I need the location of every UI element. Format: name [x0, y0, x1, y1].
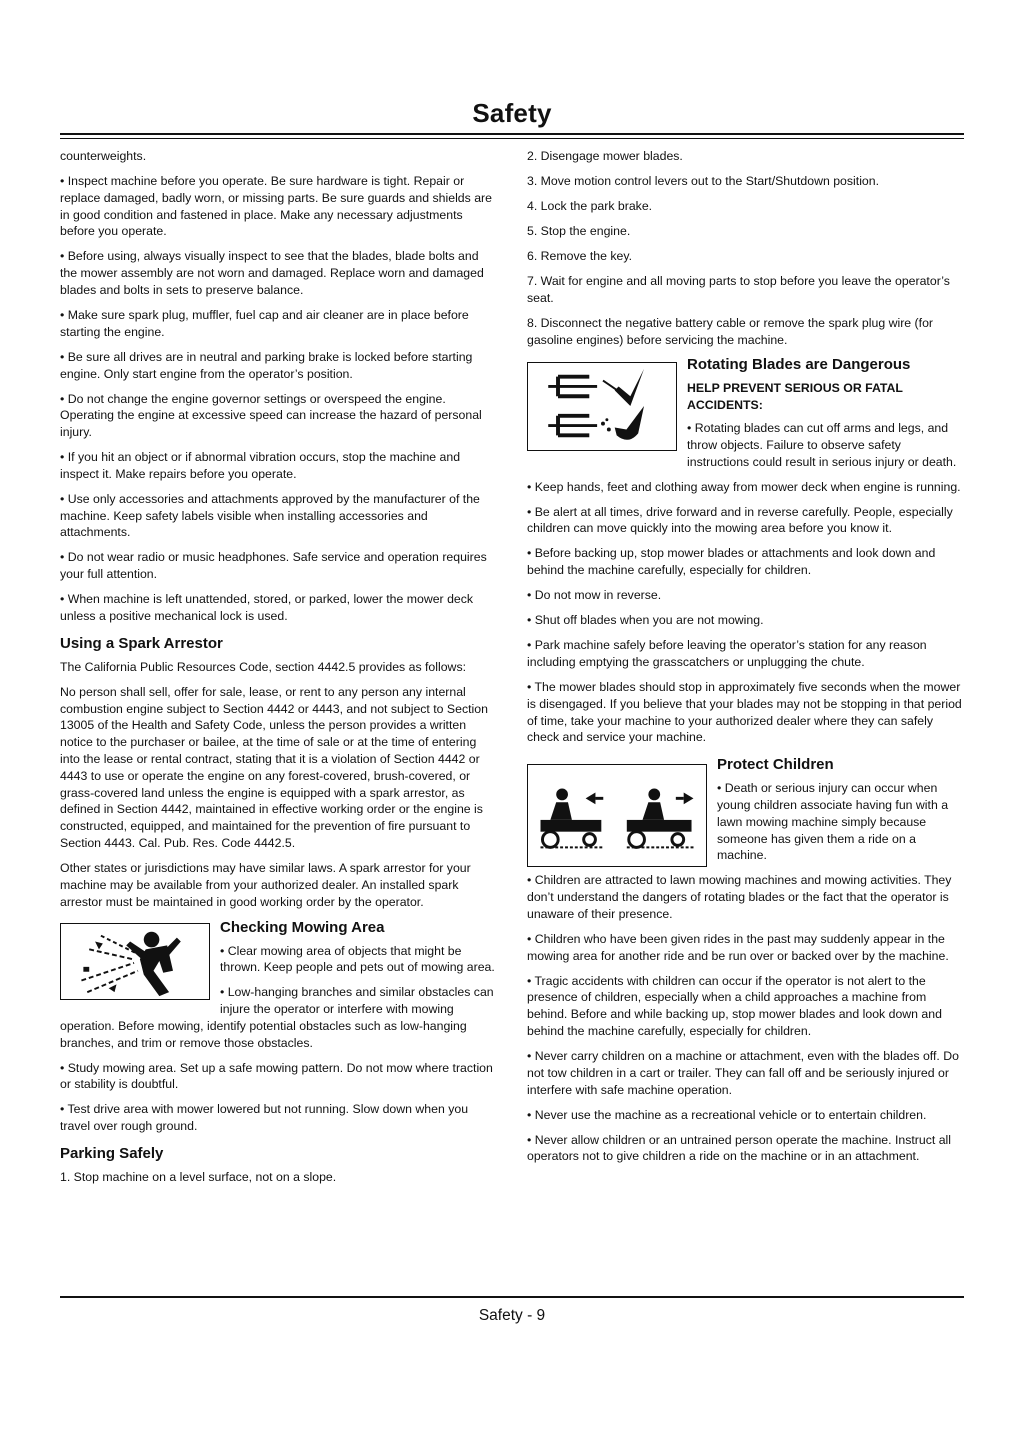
list-item: 3. Move motion control levers out to the Start/Shutdown position. — [527, 173, 880, 188]
paragraph: • Tragic accidents with children can occur if the operator is not alert to the presence of children, especially when a child approaches a machine from behind. Before and while backing up, stop mower blades and look down and behind the machine carefully, especially for children. — [527, 973, 942, 1039]
paragraph: • Do not change the engine governor settings or overspeed the engine. Operating the engine at excessive speed can increase the hazard of personal injury. — [60, 391, 482, 440]
thrown-objects-warning-icon — [60, 923, 210, 1000]
paragraph: • Death or serious injury can occur when young children associate having fun with a lawn mowing machine simply because someone has given them a ride on a machine. — [717, 781, 949, 863]
paragraph: No person shall sell, offer for sale, lease, or rent to any person any internal combustion engine subject to Section 4442 or 4443, and not subject to Section 13005 of the Health and Safety Code, unless the person provides a written notice to the purchaser or bailee, at the time of sale or at the time of entering into the lease or rental contract, stating that it is a violation of Section 4442 or 4443 to use or operate the engine on any forest-covered, brush-covered, or grass-covered land unless the engine is equipped with a spark arrestor, as defined in Section 4442, maintained in effective working order or the engine is constructed, equipped, and maintained for the prevention of fire pursuant to Section 4443. Cal. Pub. Res. Code 4442.5. — [60, 684, 488, 850]
paragraph: • Inspect machine before you operate. Be sure hardware is tight. Repair or replace damaged, badly worn, or missing parts. Be sure guards and shields are in good condition and fastened in place. Make any necessary adjustments before you operate. — [60, 173, 492, 239]
list-item: 1. Stop machine on a level surface, not on a slope. — [60, 1170, 337, 1185]
page-title: Safety — [472, 98, 552, 128]
paragraph: • Low-hanging branches and similar obstacles can injure the operator or interfere with mowing operation. Before mowing, identify potential obstacles such as low-hanging branches, and trim or remove those obstacles. — [60, 985, 494, 1050]
paragraph: Other states or jurisdictions may have similar laws. A spark arrestor for your machine may be available from your authorized dealer. An installed spark arrestor must be maintained in good working order by the operator. — [60, 860, 471, 909]
paragraph: • Use only accessories and attachments approved by the manufacturer of the machine. Keep safety labels visible when installing accessories and attachments. — [60, 491, 480, 540]
paragraph: • When machine is left unattended, stored, or parked, lower the mower deck unless a positive mechanical lock is used. — [60, 592, 474, 624]
paragraph: • The mower blades should stop in approximately five seconds when the mower is disengaged. If you believe that your blades may not be stopping in that period of time, take your machine to your authorized dealer where they can safely check and service your machine. — [527, 679, 962, 745]
section-heading-parking-safely: Parking Safely — [60, 1145, 164, 1163]
paragraph: • Children are attracted to lawn mowing machines and mowing activities. They don’t understand the dangers of rotating blades or the fact that the operator is unaware of their presence. — [527, 873, 952, 921]
paragraph: • If you hit an object or if abnormal vibration occurs, stop the machine and inspect it. Make repairs before you operate. — [60, 450, 461, 481]
header-rule — [60, 133, 964, 135]
list-item: 6. Remove the key. — [527, 248, 633, 263]
left-column — [60, 148, 496, 1194]
paragraph: • Children who have been given rides in the past may suddenly appear in the mowing area for another ride and be run over or backed over by the machine. — [527, 931, 949, 963]
list-item: 7. Wait for engine and all moving parts to stop before you leave the operator’s seat. — [527, 273, 950, 305]
paragraph: • Rotating blades can cut off arms and legs, and throw objects. Failure to observe safety instructions could result in serious injury or death. — [687, 421, 957, 469]
warning-callout: HELP PREVENT SERIOUS OR FATAL ACCIDENTS: — [687, 381, 903, 413]
children-safety-warning-icon — [527, 764, 707, 867]
paragraph: • Before backing up, stop mower blades or attachments and look down and behind the machine carefully, especially for children. — [527, 546, 936, 578]
paragraph: • Never carry children on a machine or attachment, even with the blades off. Do not tow children in a cart or trailer. They can fall off and be seriously injured or interfere with safe machine operation. — [527, 1049, 959, 1097]
paragraph: The California Public Resources Code, section 4442.5 provides as follows: — [60, 659, 467, 674]
section-heading-rotating-blades: Rotating Blades are Dangerous — [687, 356, 911, 374]
paragraph: • Park machine safely before leaving the operator’s station for any reason including emptying the grasscatchers or unplugging the chute. — [527, 638, 927, 669]
paragraph: • Before using, always visually inspect to see that the blades, blade bolts and the mower assembly are not worn and damaged. Replace worn and damaged blades and bolts in sets to preserve balance. — [60, 249, 484, 297]
paragraph: • Make sure spark plug, muffler, fuel cap and air cleaner are in place before starting the engine. — [60, 307, 469, 339]
list-item: 8. Disconnect the negative battery cable or remove the spark plug wire (for gasoline engines) before servicing the machine. — [527, 315, 934, 347]
list-item: 2. Disengage mower blades. — [527, 149, 683, 163]
right-column — [527, 148, 964, 1173]
paragraph: • Shut off blades when you are not mowing. — [527, 613, 764, 628]
paragraph: • Never allow children or an untrained person operate the machine. Instruct all operators not to give children a ride on the machine or in an attachment. — [527, 1132, 951, 1164]
section-heading-checking-mowing-area: Checking Mowing Area — [220, 918, 385, 936]
paragraph: • Be sure all drives are in neutral and parking brake is locked before starting engine. Only start engine from the operator’s position. — [60, 349, 473, 381]
paragraph: • Test drive area with mower lowered but not running. Slow down when you travel over rough ground. — [60, 1102, 469, 1134]
paragraph: • Study mowing area. Set up a safe mowing pattern. Do not mow where traction or stability is doubtful. — [60, 1060, 493, 1092]
rotating-blades-warning-icon — [527, 362, 677, 451]
section-heading-spark-arrestor: Using a Spark Arrestor — [60, 634, 223, 652]
paragraph: • Do not mow in reverse. — [527, 588, 662, 603]
footer-rule — [60, 1296, 964, 1298]
header-rule-thin — [60, 138, 964, 139]
page-footer: Safety - 9 — [478, 1307, 546, 1324]
paragraph: • Keep hands, feet and clothing away from mower deck when engine is running. — [527, 479, 961, 494]
paragraph: • Clear mowing area of objects that might be thrown. Keep people and pets out of mowing area. — [220, 943, 495, 975]
paragraph: • Be alert at all times, drive forward and in reverse carefully. People, especially children can move quickly into the mowing area before you know it. — [527, 504, 953, 536]
paragraph: counterweights. — [60, 149, 147, 163]
paragraph: • Never use the machine as a recreational vehicle or to entertain children. — [527, 1107, 927, 1122]
paragraph: • Do not wear radio or music headphones. Safe service and operation requires your full attention. — [60, 550, 487, 582]
list-item: 4. Lock the park brake. — [527, 198, 653, 213]
list-item: 5. Stop the engine. — [527, 223, 631, 238]
section-heading-protect-children: Protect Children — [717, 756, 834, 774]
